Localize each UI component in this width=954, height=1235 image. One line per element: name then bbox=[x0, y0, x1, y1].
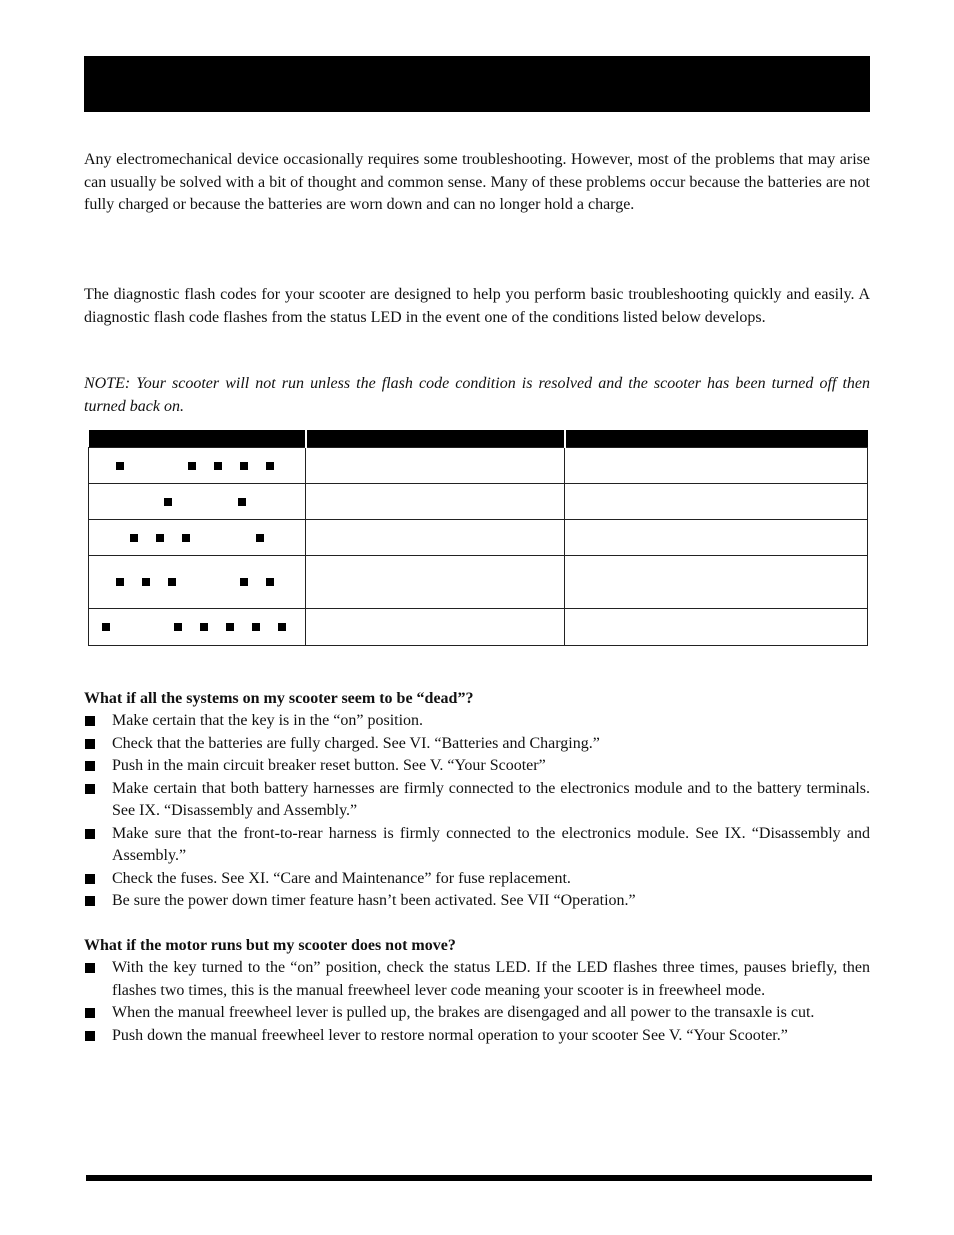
table-cell bbox=[306, 520, 565, 556]
flash-square-icon bbox=[226, 623, 234, 631]
table-header-cell bbox=[306, 430, 565, 448]
list-item: Push in the main circuit breaker reset button. See V. “Your Scooter” bbox=[84, 755, 870, 778]
table-row bbox=[89, 609, 868, 646]
table-cell bbox=[306, 556, 565, 609]
square-bullet-icon bbox=[85, 1008, 95, 1018]
square-bullet-icon bbox=[85, 716, 95, 726]
flash-group-first bbox=[116, 462, 124, 470]
question-dead-systems: What if all the systems on my scooter seem to be “dead”? bbox=[84, 690, 474, 707]
square-bullet-icon bbox=[85, 896, 95, 906]
flash-group-second bbox=[174, 623, 286, 631]
flash-code-cell bbox=[89, 484, 306, 520]
flash-group-first bbox=[116, 578, 176, 586]
flash-square-icon bbox=[116, 578, 124, 586]
square-bullet-icon bbox=[85, 784, 95, 794]
flash-code-cell bbox=[89, 556, 306, 609]
table-row bbox=[89, 484, 868, 520]
flash-code-note: NOTE: Your scooter will not run unless the flash code condition is resolved and the scooter has been turned off then turned back on. bbox=[84, 375, 870, 415]
table-header-row bbox=[89, 430, 868, 448]
square-bullet-icon bbox=[85, 761, 95, 771]
flash-square-icon bbox=[214, 462, 222, 470]
flash-group-first bbox=[164, 498, 172, 506]
flash-square-icon bbox=[182, 534, 190, 542]
table-cell bbox=[565, 520, 868, 556]
flash-group-second bbox=[238, 498, 246, 506]
list-item: Be sure the power down timer feature hasn’t been activated. See VII “Operation.” bbox=[84, 890, 870, 913]
list-item: Make sure that the front-to-rear harness is firmly connected to the electronics module. See IX. “Disassembly and Assembly.” bbox=[84, 823, 870, 868]
flash-square-icon bbox=[116, 462, 124, 470]
table-row bbox=[89, 556, 868, 609]
flash-code-table bbox=[88, 430, 868, 646]
flash-group-second bbox=[188, 462, 274, 470]
flash-square-icon bbox=[200, 623, 208, 631]
flash-square-icon bbox=[156, 534, 164, 542]
flash-square-icon bbox=[240, 578, 248, 586]
flash-square-icon bbox=[266, 578, 274, 586]
list-item: Make certain that the key is in the “on” position. bbox=[84, 710, 870, 733]
section-header-bar bbox=[84, 56, 870, 112]
answer-list-dead-systems bbox=[84, 710, 870, 913]
intro-paragraph: Any electromechanical device occasionally requires some troubleshooting. However, most of the problems that may arise can usually be solved with a bit of thought and common sense. Many of these problems occur because the batteries are not fully charged or because the batteries are worn down and can no longer hold a charge. bbox=[84, 151, 870, 213]
flash-square-icon bbox=[102, 623, 110, 631]
table-cell bbox=[306, 609, 565, 646]
table-cell bbox=[565, 448, 868, 484]
flash-square-icon bbox=[266, 462, 274, 470]
square-bullet-icon bbox=[85, 874, 95, 884]
flash-square-icon bbox=[256, 534, 264, 542]
flash-code-cell bbox=[89, 520, 306, 556]
flash-square-icon bbox=[238, 498, 246, 506]
list-item: With the key turned to the “on” position, check the status LED. If the LED flashes three times, pauses briefly, then flashes two times, this is the manual freewheel lever code meaning your scooter is in freewheel mode. bbox=[84, 957, 870, 1002]
question-motor-runs: What if the motor runs but my scooter does not move? bbox=[84, 937, 456, 954]
list-item: Check the fuses. See XI. “Care and Maintenance” for fuse replacement. bbox=[84, 868, 870, 891]
flash-code-cell bbox=[89, 609, 306, 646]
square-bullet-icon bbox=[85, 963, 95, 973]
list-item: Check that the batteries are fully charged. See VI. “Batteries and Charging.” bbox=[84, 733, 870, 756]
square-bullet-icon bbox=[85, 739, 95, 749]
flash-square-icon bbox=[278, 623, 286, 631]
list-item: Make certain that both battery harnesses are firmly connected to the electronics module and to the battery terminals. See IX. “Disassembly and Assembly.” bbox=[84, 778, 870, 823]
diagnostic-paragraph: The diagnostic flash codes for your scooter are designed to help you perform basic troubleshooting quickly and easily. A diagnostic flash code flashes from the status LED in the event one of the conditions listed below develops. bbox=[84, 286, 870, 326]
flash-square-icon bbox=[168, 578, 176, 586]
square-bullet-icon bbox=[85, 1031, 95, 1041]
table-row bbox=[89, 520, 868, 556]
table-header-cell bbox=[565, 430, 868, 448]
flash-square-icon bbox=[130, 534, 138, 542]
flash-group-first bbox=[130, 534, 190, 542]
flash-square-icon bbox=[164, 498, 172, 506]
square-bullet-icon bbox=[85, 829, 95, 839]
flash-square-icon bbox=[174, 623, 182, 631]
footer-rule bbox=[86, 1175, 872, 1181]
flash-code-cell bbox=[89, 448, 306, 484]
list-item: Push down the manual freewheel lever to restore normal operation to your scooter See V. “Your Scooter.” bbox=[84, 1025, 870, 1048]
table-header-cell bbox=[89, 430, 306, 448]
flash-square-icon bbox=[252, 623, 260, 631]
table-cell bbox=[565, 609, 868, 646]
flash-square-icon bbox=[240, 462, 248, 470]
table-cell bbox=[565, 484, 868, 520]
table-cell bbox=[306, 448, 565, 484]
flash-group-second bbox=[240, 578, 274, 586]
answer-list-motor-runs bbox=[84, 957, 870, 1047]
table-cell bbox=[306, 484, 565, 520]
table-cell bbox=[565, 556, 868, 609]
flash-group-first bbox=[102, 623, 110, 631]
flash-group-second bbox=[256, 534, 264, 542]
table-row bbox=[89, 448, 868, 484]
flash-square-icon bbox=[188, 462, 196, 470]
list-item: When the manual freewheel lever is pulled up, the brakes are disengaged and all power to the transaxle is cut. bbox=[84, 1002, 870, 1025]
flash-square-icon bbox=[142, 578, 150, 586]
